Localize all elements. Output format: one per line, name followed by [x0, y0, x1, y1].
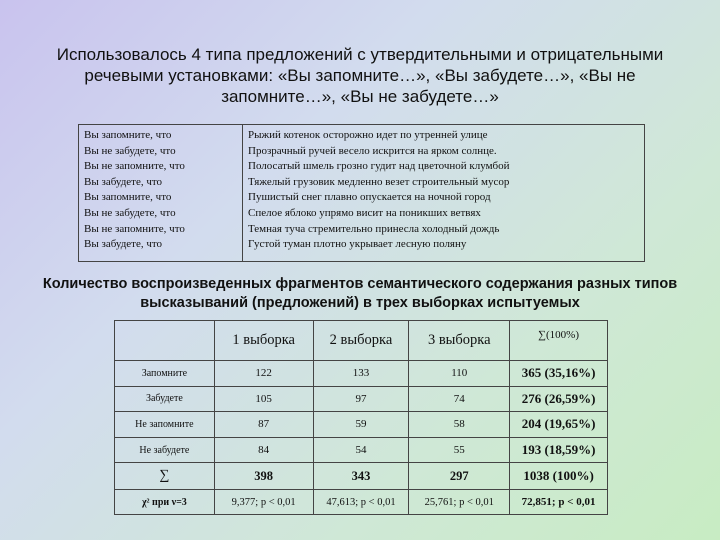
- sum-total: 1038 (100%): [510, 463, 608, 490]
- sum-value: 297: [409, 463, 510, 490]
- chi-square-value: 25,761; p < 0,01: [409, 490, 510, 515]
- cell-total: 193 (18,59%): [510, 437, 608, 463]
- cell-total: 204 (19,65%): [510, 412, 608, 438]
- header-sample-2: 2 выборка: [313, 321, 409, 361]
- instruction-line: Вы забудете, что: [84, 238, 163, 251]
- cell-value: 87: [214, 412, 313, 438]
- instruction-line: Вы не забудете, что: [84, 144, 176, 157]
- cell-value: 59: [313, 412, 409, 438]
- chi-square-label: χ² при ν=3: [115, 490, 215, 515]
- sentence-line: Темная туча стремительно принесла холодный дождь: [248, 222, 500, 235]
- sentence-line: Спелое яблоко упрямо висит на поникших ветвях: [248, 206, 481, 219]
- header-sample-1: 1 выборка: [214, 321, 313, 361]
- table-row: [115, 437, 608, 463]
- cell-value: 110: [409, 361, 510, 387]
- sum-row: [115, 463, 608, 490]
- sentence-line: Полосатый шмель грозно гудит над цветочной клумбой: [248, 160, 510, 173]
- sum-value: 343: [313, 463, 409, 490]
- cell-total: 365 (35,16%): [510, 361, 608, 387]
- results-table: [114, 320, 608, 515]
- sentence-line: Пушистый снег плавно опускается на ночной город: [248, 191, 491, 204]
- instruction-line: Вы запомните, что: [84, 191, 172, 204]
- sum-label: ∑: [115, 463, 215, 490]
- sum-value: 398: [214, 463, 313, 490]
- chi-square-row: [115, 490, 608, 515]
- instruction-column: [84, 128, 244, 253]
- instruction-line: Вы запомните, что: [84, 129, 172, 141]
- chi-square-value: 47,613; p < 0,01: [313, 490, 409, 515]
- cell-value: 97: [313, 386, 409, 412]
- table-row: [115, 386, 608, 412]
- sentence-box: [78, 124, 645, 262]
- table-row: [115, 361, 608, 387]
- sentence-line: Густой туман плотно укрывает лесную поляну: [248, 238, 467, 251]
- row-label: Запомните: [115, 361, 215, 387]
- cell-value: 122: [214, 361, 313, 387]
- sentence-line: Тяжелый грузовик медленно везет строительный мусор: [248, 175, 510, 188]
- intro-text: Использовалось 4 типа предложений с утвердительными и отрицательными речевыми установками: «Вы запомните…», «Вы забудете…», «Вы не запомните…», «Вы не забудете…»: [56, 45, 664, 106]
- sentence-line: Прозрачный ручей весело искрится на ярком солнце.: [248, 144, 497, 157]
- table-title: Количество воспроизведенных фрагментов семантического содержания разных типов высказываний (предложений) в трех выборках испытуемых: [42, 276, 678, 311]
- instruction-line: Вы не забудете, что: [84, 206, 176, 219]
- header-total: ∑(100%): [510, 321, 608, 361]
- table-header-row: [115, 321, 608, 361]
- cell-total: 276 (26,59%): [510, 386, 608, 412]
- row-label: Не забудете: [115, 437, 215, 463]
- row-label: Не запомните: [115, 412, 215, 438]
- cell-value: 58: [409, 412, 510, 438]
- header-sample-3: 3 выборка: [409, 321, 510, 361]
- sentence-line: Рыжий котенок осторожно идет по утренней улице: [248, 129, 488, 141]
- cell-value: 54: [313, 437, 409, 463]
- cell-value: 105: [214, 386, 313, 412]
- instruction-line: Вы забудете, что: [84, 175, 163, 188]
- chi-square-value: 9,377; p < 0,01: [214, 490, 313, 515]
- table-row: [115, 412, 608, 438]
- cell-value: 133: [313, 361, 409, 387]
- instruction-line: Вы не запомните, что: [84, 160, 185, 173]
- cell-value: 55: [409, 437, 510, 463]
- instruction-line: Вы не запомните, что: [84, 222, 185, 235]
- cell-value: 84: [214, 437, 313, 463]
- chi-square-total: 72,851; p < 0,01: [510, 490, 608, 515]
- sentence-column: [248, 128, 643, 253]
- cell-value: 74: [409, 386, 510, 412]
- row-label: Забудете: [115, 386, 215, 412]
- header-corner: [115, 321, 215, 361]
